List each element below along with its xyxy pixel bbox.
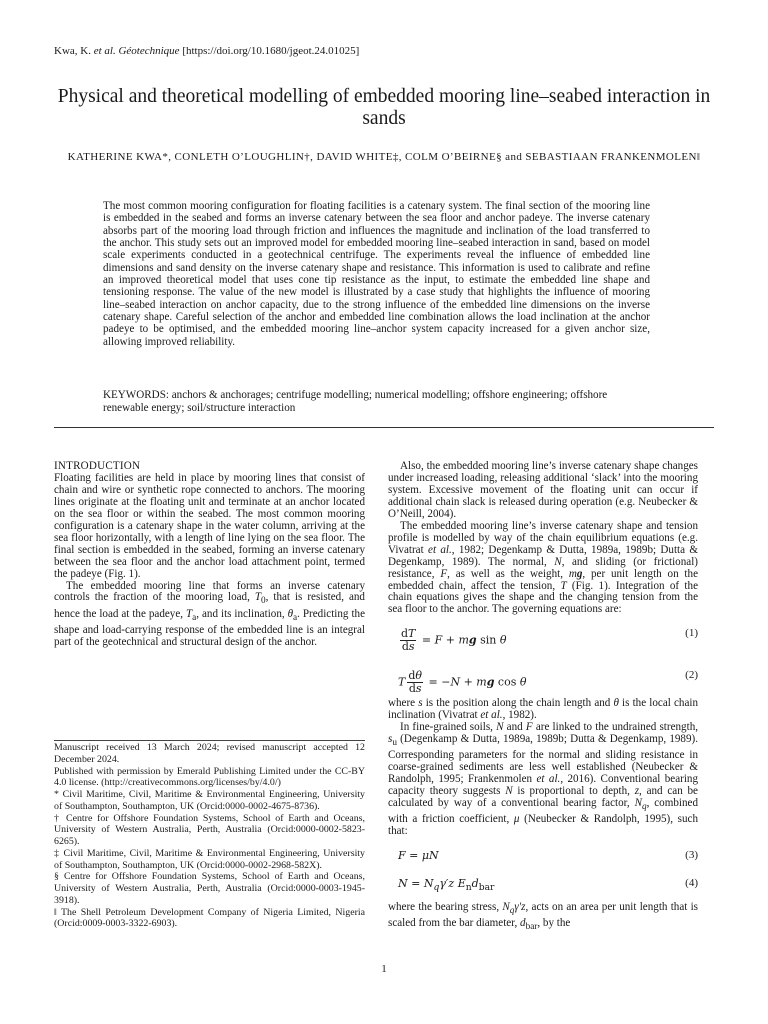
equation-3-body: F = μN: [398, 849, 439, 863]
footnote-affiliation-1: * Civil Maritime, Civil, Maritime & Environmental Engineering, University of Southampton, Southampton, UK (Orcid:0000-0002-4675-8736).: [54, 789, 365, 812]
intro-paragraph-2: The embedded mooring line that forms an inverse catenary controls the fraction of the mooring load, $T_0$, that is resisted, and hence the load at the padeye, $T_a$, and its inclination, $\theta_a$. Predicting the shape and load-carrying response of the embedded line is an integral part of the geotechnical and structural design of the anchor.: [54, 579, 365, 648]
body-paragraph-1: Also, the embedded mooring line’s inverse catenary shape changes under increased loading, releasing additional ‘slack’ into the mooring system. Excessive movement of the floating unit can occur if additional chain slack is released during operation (e.g. Neubecker & O’Neill, 2004).: [388, 460, 698, 520]
body-paragraph-5: where the bearing stress, $N_q\gamma'z$, acts on an area per unit length that is scaled from the bar diameter, $d_{bar}$, by the: [388, 901, 698, 933]
author-list: KATHERINE KWA*, CONLETH O’LOUGHLIN†, DAVID WHITE‡, COLM O’BEIRNE§ and SEBASTIAAN FRANKENMOLEN‖: [67, 151, 701, 163]
body-paragraph-3: where s is the position along the chain length and θ is the local chain inclination (Vivatrat et al., 1982).: [388, 697, 698, 722]
equation-1-number: (1): [685, 627, 698, 640]
footnote-affiliation-4: § Centre for Offshore Foundation Systems, School of Earth and Oceans, University of Western Australia, Perth, Australia (Orcid:0000-0003-1945-3918).: [54, 871, 365, 906]
footnote-affiliation-2: † Centre for Offshore Foundation Systems, School of Earth and Oceans, University of Western Australia, Perth, Australia (Orcid:0000-0002-5823-6265).: [54, 812, 365, 847]
footnotes: [54, 740, 365, 930]
equation-4: [388, 876, 698, 894]
equation-1-body: $\frac{dT}{ds}$ = F + mg sin θ: [401, 627, 507, 654]
section-heading-introduction: INTRODUCTION: [54, 460, 141, 472]
equation-1: [388, 622, 698, 652]
doi-link[interactable]: [https://doi.org/10.1680/jgeot.24.01025]: [182, 45, 360, 57]
paper-title: Physical and theoretical modelling of embedded mooring line–seabed interaction in sands: [57, 86, 711, 129]
equation-4-number: (4): [685, 877, 698, 890]
intro-paragraph-1: Floating facilities are held in place by mooring lines that consist of chain and wire or synthetic rope connected to anchors. The mooring lines originate at the floating unit and terminate at an anchor located on the sea floor or within the seabed. The most common mooring configuration is a catenary shape in the water column, arriving at the sea floor horizontally, with a length of line lying on the sea floor. The final section is embedded in the seabed, forming an inverse catenary between the sea floor and the anchor load attachment point, termed the padeye (Fig. 1).: [54, 471, 365, 580]
footnote-manuscript: Manuscript received 13 March 2024; revised manuscript accepted 12 December 2024.: [54, 742, 365, 765]
section-divider: [54, 427, 714, 428]
left-column: [54, 461, 365, 649]
footnote-divider: [54, 740, 365, 741]
equation-3: [388, 848, 698, 866]
abstract: [103, 200, 650, 348]
equation-2: [388, 664, 698, 694]
equation-3-number: (3): [685, 849, 698, 862]
right-column: [388, 461, 698, 935]
body-paragraph-4: In fine-grained soils, N and F are linked to the undrained strength, $s_u$ (Degenkamp & Dutta, 1989a, 1989b; Dutta & Degenkamp, 1989). Corresponding parameters for the normal and sliding resistance in coarse-grained sediments are less well established (Neubecker & Randolph, 1995; Frankenmolen et al., 2016). Conventional bearing capacity theory suggests N is proportional to depth, z, and can be calculated by way of a conventional bearing factor, $N_q$, combined with a friction coefficient, μ (Neubecker & Randolph, 1995), such that:: [388, 721, 699, 838]
page-number: 1: [381, 963, 387, 975]
body-paragraph-2: The embedded mooring line’s inverse catenary shape and tension profile is modelled by way of the chain equilibrium equations (e.g. Vivatrat et al., 1982; Degenkamp & Dutta, 1989a, 1989b; Dutta & Degenkamp, 1989). The normal, N, and sliding (or frictional) resistance, F, as well as the weight, mg, per unit length on the embedded chain, affect the tension, T (Fig. 1). Integration of the chain equations gives the shape and the changing tension from the sea floor to the anchor. The governing equations are:: [388, 519, 698, 616]
abstract-text: The most common mooring configuration for floating facilities is a catenary system. The final section of the mooring line is embedded in the seabed and forms an inverse catenary between the sea floor and anchor padeye. The inverse catenary absorbs part of the mooring load through friction and influences the magnitude and inclination of the load transferred to the anchor. This study sets out an improved model for embedded mooring line–seabed interaction in sand, based on model scale experiments conducted in a geotechnical centrifuge. The experiments reveal the influence of embedded line dimensions and sand density on the inverse catenary shape and resistance. This information is used to calibrate and refine an improved theoretical model that uses cone tip resistance as the input, to estimate the embedded line shape and tensioning response. The value of the new model is illustrated by a case study that highlights the influence of mooring line–seabed interaction on anchor capacity, due to the strong influence of the embedded line dimensions on the inverse catenary shape. Careful selection of the anchor and embedded line combination allows the load inclination at the anchor padeye to be optimised, and the embedded mooring line–anchor system capacity increased for a given anchor size, allowing improved reliability.: [103, 200, 650, 348]
keywords: KEYWORDS: anchors & anchorages; centrifuge modelling; numerical modelling; offshore engineering; offshore renewable energy; soil/structure interaction: [103, 389, 608, 414]
equation-2-number: (2): [685, 669, 698, 682]
equation-4-body: $N = N_q\gamma'z$ $E_nd_{bar}$: [398, 877, 495, 894]
footnote-license[interactable]: Published with permission by Emerald Publishing Limited under the CC-BY 4.0 license. (http://creativecommons.org/licenses/by/4.0/): [54, 765, 365, 789]
footnote-affiliation-5: ‖ The Shell Petroleum Development Company of Nigeria Limited, Nigeria (Orcid:0009-0003-3322-6903).: [54, 906, 365, 930]
citation-header: Kwa, K. et al. Géotechnique [https://doi.org/10.1680/jgeot.24.01025]: [54, 45, 360, 57]
footnote-affiliation-3: ‡ Civil Maritime, Civil, Maritime & Environmental Engineering, University of Southampton, Southampton, UK (Orcid:0000-0002-2968-582X).: [54, 847, 365, 871]
equation-2-body: T $\frac{d\theta}{ds}$ = −N + mg cos θ: [398, 669, 527, 696]
